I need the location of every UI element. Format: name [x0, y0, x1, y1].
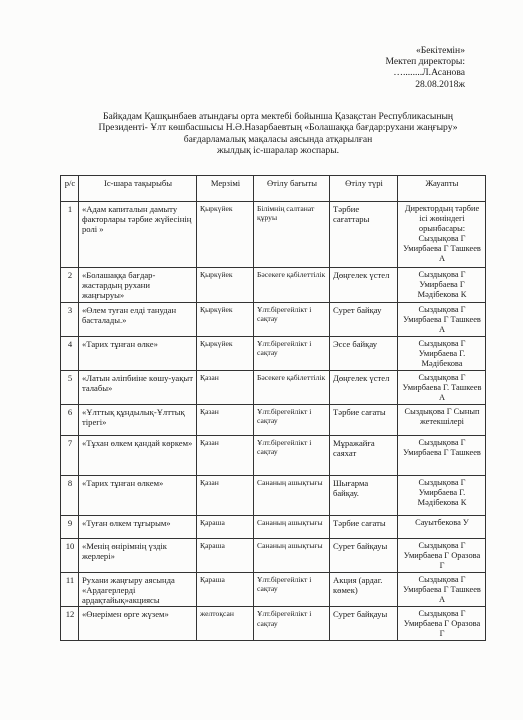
row-number: 10 — [61, 538, 79, 572]
row-topic: «Туған өлкем тұғырым» — [79, 515, 197, 538]
heading-line-2: Президенті- Ұлт көшбасшысы Н.Ә.Назарбаевтың «Болашаққа бағдар:рухани жаңғыру» — [98, 122, 458, 134]
row-topic: «Болашаққа бағдар-жастардың рухани жаңғыруы» — [79, 268, 197, 303]
row-direction: Ұлт.бірегейлікт і сақтау — [254, 336, 330, 370]
approval-director-name: …........Л.Асанова — [393, 67, 465, 79]
row-number: 12 — [61, 607, 79, 641]
header-responsible: Жауапты — [398, 176, 486, 202]
row-date: желтоқсан — [197, 607, 254, 641]
row-direction: Ұлт.бірегейлікт і сақтау — [254, 607, 330, 641]
row-topic: «Менің өнірімнің үздік жерлері» — [79, 538, 197, 572]
table-header-row — [61, 176, 486, 202]
row-number: 6 — [61, 404, 79, 435]
row-responsible: Сыздықова Г Умирбаева Г Ташкеев — [398, 435, 486, 475]
header-number: р/с — [61, 176, 79, 202]
row-number: 8 — [61, 475, 79, 515]
row-responsible: Сыздықова Г Умирбаева Г Ташкеев А — [398, 572, 486, 607]
row-direction: Сананың ашықтығы — [254, 475, 330, 515]
row-responsible: Сыздықова Г Сынып жетекшілері — [398, 404, 486, 435]
header-date: Мерзімі — [197, 176, 254, 202]
row-date: Қазан — [197, 475, 254, 515]
row-number: 9 — [61, 515, 79, 538]
row-responsible: Сыздықова Г Умирбаева Г. Ташкеев А — [398, 370, 486, 404]
approval-stamp — [385, 45, 465, 90]
row-direction: Білімнің салтанат құруы — [254, 202, 330, 268]
row-direction: Ұлт.бірегейлікт і сақтау — [254, 404, 330, 435]
row-type: Акция (ардаг. көмек) — [330, 572, 398, 607]
row-date: Қараша — [197, 538, 254, 572]
row-topic: Рухани жаңғыру аясында «Ардагерлерді ардақтайық»акциясы — [79, 572, 197, 607]
row-responsible: Сыздықова Г Умирбаева Г Ташкеев А — [398, 302, 486, 336]
row-direction: Ұлт.бірегейлікт і сақтау — [254, 435, 330, 475]
header-type: Өтілу түрі — [330, 176, 398, 202]
row-type: Эссе байқау — [330, 336, 398, 370]
row-topic: «Өнерімен өрге жүзем» — [79, 607, 197, 641]
events-plan-table — [60, 175, 486, 641]
row-direction: Сананың ашықтығы — [254, 538, 330, 572]
row-topic: «Адам капиталын дамыту факторлары тәрбие жүйесінің ролі » — [79, 202, 197, 268]
row-responsible: Сыздықова Г Умирбаева Г Оразова Г — [398, 538, 486, 572]
row-topic: «Тарих тұнған өлке» — [79, 336, 197, 370]
heading-line-4: жылдық іс-шаралар жоспары. — [216, 145, 340, 157]
row-date: Қазан — [197, 404, 254, 435]
approval-date: 28.08.2018ж — [415, 78, 465, 90]
table-row — [61, 572, 486, 607]
table-row — [61, 515, 486, 538]
approval-director-label: Мектеп директоры: — [385, 56, 465, 68]
row-responsible: Директордың тәрбие ісі жөніндегі орынбасары: Сыздықова Г Умирбаева Г Ташкеев А — [398, 202, 486, 268]
row-date: Қараша — [197, 515, 254, 538]
row-number: 7 — [61, 435, 79, 475]
row-date: Қазан — [197, 435, 254, 475]
table-row — [61, 538, 486, 572]
row-number: 3 — [61, 302, 79, 336]
row-direction: Бәсекеге қабілеттілік — [254, 268, 330, 303]
row-number: 5 — [61, 370, 79, 404]
row-date: Қазан — [197, 370, 254, 404]
row-type: Сурет байқауы — [330, 607, 398, 641]
row-topic: «Тарих тұнған өлкем» — [79, 475, 197, 515]
row-date: Қыркүйек — [197, 202, 254, 268]
row-type: Шығарма байқау. — [330, 475, 398, 515]
approval-title: «Бекітемін» — [415, 45, 465, 56]
table-row — [61, 302, 486, 336]
table-row — [61, 435, 486, 475]
row-number: 2 — [61, 268, 79, 303]
row-type: Дөңгелек үстел — [330, 268, 398, 303]
row-responsible: Сыздықова Г Умирбаева Г Мәдібекова К — [398, 268, 486, 303]
row-topic: «Тұхан өлкем қандай көркем» — [79, 435, 197, 475]
row-topic: «Ұлттық құндылық-Ұлттық тірегі» — [79, 404, 197, 435]
table-body — [61, 202, 486, 641]
row-topic: «Өлем туған елді танудан басталады.» — [79, 302, 197, 336]
table-row — [61, 607, 486, 641]
header-topic: Іс-шара тақырыбы — [79, 176, 197, 202]
row-type: Тәрбие сағаттары — [330, 202, 398, 268]
row-type: Дөңгелек үстел — [330, 370, 398, 404]
table-row — [61, 336, 486, 370]
row-date: Қыркүйек — [197, 302, 254, 336]
heading-line-1: Байқадам Қашқынбаев атындағы орта мектебі бойынша Қазақстан Республикасының — [102, 111, 454, 122]
row-direction: Бәсекеге қабілеттілік — [254, 370, 330, 404]
row-direction: Ұлт.бірегейлікт і сақтау — [254, 572, 330, 607]
row-date: Қыркүйек — [197, 336, 254, 370]
row-date: Қараша — [197, 572, 254, 607]
table-row — [61, 404, 486, 435]
row-responsible: Сыздықова Г Умирбаева Г. Мәдібекова К — [398, 475, 486, 515]
row-number: 4 — [61, 336, 79, 370]
row-direction: Ұлт.бірегейлікт і сақтау — [254, 302, 330, 336]
row-type: Сурет байқау — [330, 302, 398, 336]
table-row — [61, 268, 486, 303]
row-type: Мұражайға саяхат — [330, 435, 398, 475]
row-type: Тәрбие сағаты — [330, 515, 398, 538]
table-row — [61, 202, 486, 268]
row-direction: Сананың ашықтығы — [254, 515, 330, 538]
table-row — [61, 370, 486, 404]
row-number: 1 — [61, 202, 79, 268]
table-row — [61, 475, 486, 515]
row-date: Қыркүйек — [197, 268, 254, 303]
row-type: Тәрбие сағаты — [330, 404, 398, 435]
heading-line-3: бағдарламалық мақаласы аясында атқарылған — [183, 133, 373, 145]
row-responsible: Сыздықова Г Умирбаева Г. Мәдібекова — [398, 336, 486, 370]
row-number: 11 — [61, 572, 79, 607]
header-direction: Өтілу бағыты — [254, 176, 330, 202]
row-topic: «Латын әліпбиіне көшу-уақыт талабы» — [79, 370, 197, 404]
row-responsible: Сауытбекова У — [398, 515, 486, 538]
row-type: Сурет байқауы — [330, 538, 398, 572]
document-heading — [58, 111, 498, 157]
row-responsible: Сыздықова Г Умирбаева Г Оразова Г — [398, 607, 486, 641]
